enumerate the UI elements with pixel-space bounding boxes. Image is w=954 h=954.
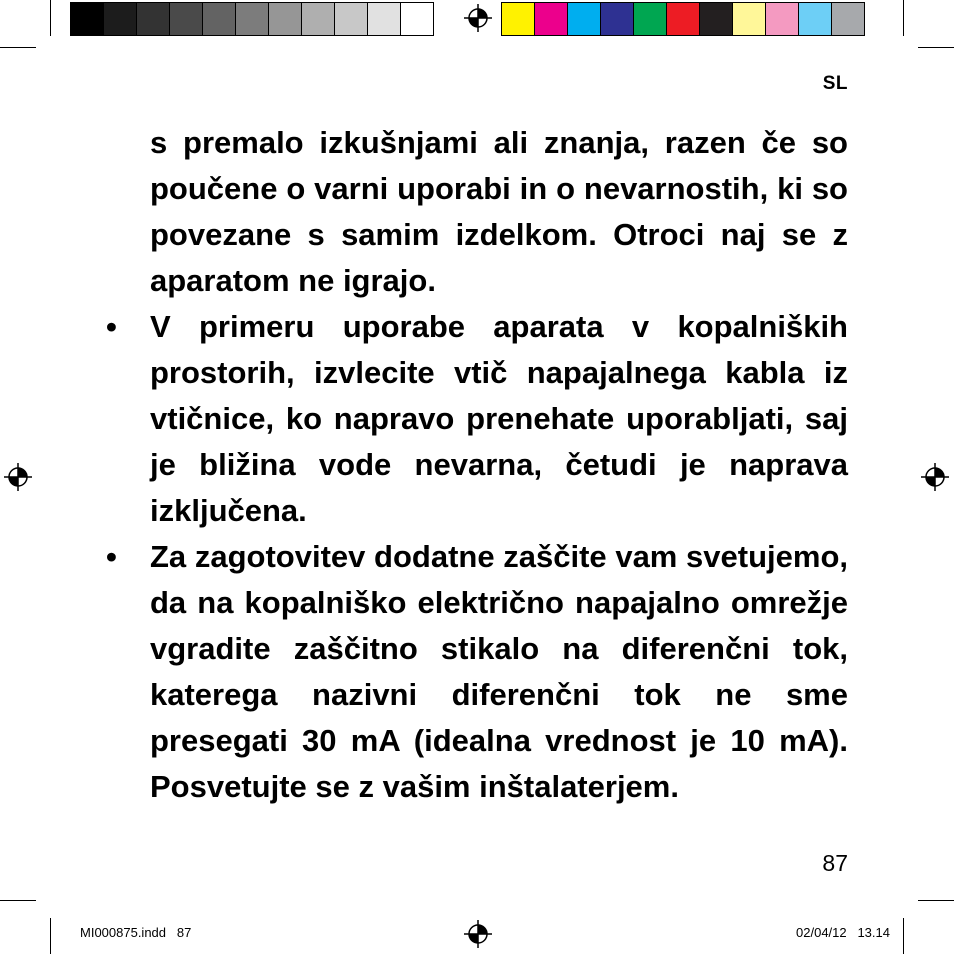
color-swatch xyxy=(600,2,634,36)
color-swatch xyxy=(831,2,865,36)
file-slug: MI000875.indd 87 xyxy=(80,925,192,940)
color-swatch xyxy=(732,2,766,36)
gray-swatch xyxy=(136,2,170,36)
gray-swatch xyxy=(235,2,269,36)
color-swatch xyxy=(765,2,799,36)
gray-swatch xyxy=(334,2,368,36)
gray-swatch xyxy=(202,2,236,36)
language-code: SL xyxy=(822,73,848,94)
crop-mark xyxy=(50,918,51,954)
bullet-icon: • xyxy=(106,539,117,574)
registration-target-icon xyxy=(464,920,492,948)
crop-mark xyxy=(50,0,51,36)
color-swatch xyxy=(633,2,667,36)
date-slug: 02/04/12 13.14 xyxy=(796,925,890,940)
list-item xyxy=(106,304,848,534)
crop-mark xyxy=(903,918,904,954)
gray-swatch xyxy=(70,2,104,36)
color-swatch xyxy=(534,2,568,36)
page-body xyxy=(106,120,848,810)
crop-mark xyxy=(903,0,904,36)
list-item-text: Za zagotovitev dodatne zaščite vam svetujemo, da na kopalniško električno napajalno omrežje vgradite zaščitno stikalo na diferenčni tok, katerega nazivni diferenčni tok ne sme presegati 30 mA (idealna vrednost je 10 mA). Posvetujte se z vašim inštalaterjem. xyxy=(150,539,848,804)
registration-target-icon xyxy=(4,463,32,491)
list-item xyxy=(106,534,848,810)
bullet-icon: • xyxy=(106,309,117,344)
gray-swatch xyxy=(268,2,302,36)
color-swatch xyxy=(798,2,832,36)
registration-target-icon xyxy=(921,463,949,491)
color-swatch xyxy=(666,2,700,36)
process-color-bar xyxy=(501,2,864,36)
color-swatch xyxy=(501,2,535,36)
crop-mark xyxy=(0,47,36,48)
color-swatch xyxy=(567,2,601,36)
grayscale-color-bar xyxy=(70,2,433,36)
gray-swatch xyxy=(169,2,203,36)
gray-swatch xyxy=(301,2,335,36)
gray-swatch xyxy=(367,2,401,36)
gray-swatch xyxy=(103,2,137,36)
gray-swatch xyxy=(400,2,434,36)
crop-mark xyxy=(918,900,954,901)
registration-target-icon xyxy=(464,4,492,32)
continuation-paragraph: s premalo izkušnjami ali znanja, razen če so poučene o varni uporabi in o nevarnostih, ki so povezane s samim izdelkom. Otroci naj se z aparatom ne igrajo. xyxy=(150,125,848,298)
crop-mark xyxy=(0,900,36,901)
list-item-text: V primeru uporabe aparata v kopalniških prostorih, izvlecite vtič napajalnega kabla iz vtičnice, ko napravo prenehate uporabljati, saj je bližina vode nevarna, četudi je naprava izključena. xyxy=(150,309,848,528)
page-number: 87 xyxy=(822,850,848,876)
crop-mark xyxy=(918,47,954,48)
color-swatch xyxy=(699,2,733,36)
